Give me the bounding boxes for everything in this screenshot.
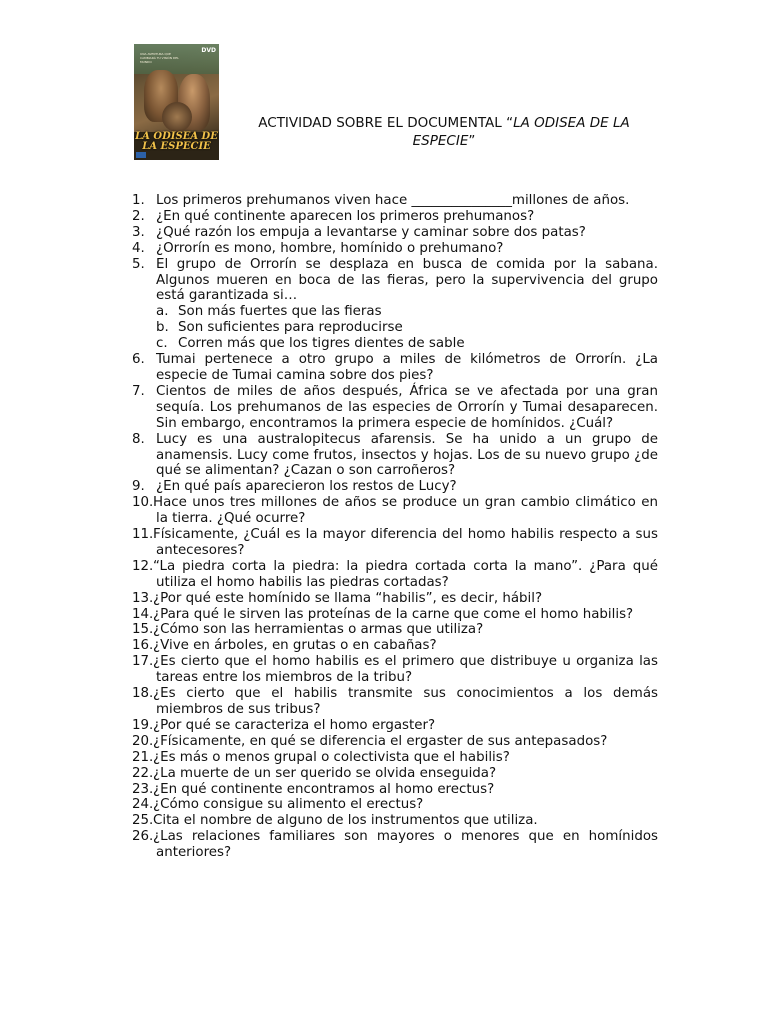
cover-blurb: UNA AVENTURA QUE CAMBIARÁ TU VISIÓN DEL MUNDO xyxy=(140,52,179,64)
question-number: 7. xyxy=(132,383,145,399)
question-text: ¿En qué continente encontramos al homo erectus? xyxy=(153,781,495,797)
question-item xyxy=(132,654,658,686)
question-item xyxy=(132,559,658,591)
question-text: ¿Orrorín es mono, hombre, homínido o prehumano? xyxy=(156,240,504,256)
question-text: El grupo de Orrorín se desplaza en busca de comida por la sabana. Algunos mueren en boca de las fieras, pero la supervivencia del grupo está garantizada si… xyxy=(156,256,658,304)
answer-blank: _______________ xyxy=(411,193,512,208)
question-number: 12. xyxy=(132,558,154,574)
question-item xyxy=(132,241,658,257)
option-text: Son suficientes para reproducirse xyxy=(178,320,403,336)
question-number: 22. xyxy=(132,765,154,781)
option-list xyxy=(132,304,658,352)
question-text: ¿Las relaciones familiares son mayores o menores que en homínidos anteriores? xyxy=(153,829,658,861)
question-number: 26. xyxy=(132,829,154,845)
question-text: Cita el nombre de alguno de los instrumentos que utiliza. xyxy=(153,813,538,829)
question-number: 11. xyxy=(132,527,154,543)
question-number: 17. xyxy=(132,654,154,670)
question-item xyxy=(132,686,658,718)
question-text: Los primeros prehumanos viven hace xyxy=(156,193,412,208)
question-text: ¿Por qué este homínido se llama “habilis”, es decir, hábil? xyxy=(153,590,543,606)
question-text: Cientos de miles de años después, África se ve afectada por una gran sequía. Los prehumanos de las especies de Orrorín y Tumai desaparecen. Sin embargo, encontramos la primera especie de homínidos. ¿Cuál? xyxy=(156,383,658,431)
question-number: 1. xyxy=(132,193,145,208)
question-number: 13. xyxy=(132,590,154,606)
question-options xyxy=(132,304,658,352)
question-item xyxy=(132,750,658,766)
question-text: Físicamente, ¿Cuál es la mayor diferencia del homo habilis respecto a sus antecesores? xyxy=(153,527,658,558)
question-text: ¿Cómo consigue su alimento el erectus? xyxy=(153,797,424,813)
dvd-cover-image xyxy=(134,44,219,160)
question-text: ¿Es cierto que el habilis transmite sus conocimientos a los demás miembros de sus tribus? xyxy=(153,686,658,717)
question-text: Hace unos tres millones de años se produce un gran cambio climático en la tierra. ¿Qué ocurre? xyxy=(153,495,658,527)
question-number: 5. xyxy=(132,256,145,272)
question-number: 20. xyxy=(132,733,154,749)
dvd-badge: DVD xyxy=(201,47,216,54)
question-text: ¿Físicamente, en qué se diferencia el ergaster de sus antepasados? xyxy=(153,733,608,749)
question-list xyxy=(132,193,658,861)
question-text: ¿Es más o menos grupal o colectivista que el habilis? xyxy=(153,749,510,765)
heading-prefix: ACTIVIDAD SOBRE EL DOCUMENTAL “ xyxy=(258,115,514,131)
question-number: 19. xyxy=(132,717,154,733)
question-item xyxy=(132,209,658,225)
question-text: ¿En qué continente aparecen los primeros prehumanos? xyxy=(156,208,535,224)
question-item xyxy=(132,782,658,798)
option-item xyxy=(132,336,658,352)
heading-title: LA ODISEA DE LA ESPECIE xyxy=(412,115,630,149)
question-text: ¿Cómo son las herramientas o armas que utiliza? xyxy=(153,622,484,638)
question-item xyxy=(132,638,658,654)
question-number: 6. xyxy=(132,352,145,368)
option-letter: a. xyxy=(156,304,169,320)
question-text: ¿En qué país aparecieron los restos de Lucy? xyxy=(156,479,457,495)
question-number: 9. xyxy=(132,479,145,495)
question-item xyxy=(132,797,658,813)
question-number: 2. xyxy=(132,208,145,224)
cover-title: LA ODISEA DE LA ESPECIE xyxy=(135,131,218,152)
question-item xyxy=(132,829,658,861)
question-text: ¿Es cierto que el homo habilis es el primero que distribuye u organiza las tareas entre los miembros de la tribu? xyxy=(153,654,658,686)
option-item xyxy=(132,304,658,320)
option-letter: b. xyxy=(156,320,169,336)
question-text: ¿La muerte de un ser querido se olvida enseguida? xyxy=(153,765,497,781)
question-text: ¿Vive en árboles, en grutas o en cabañas? xyxy=(153,638,437,654)
question-number: 14. xyxy=(132,606,154,622)
question-text: Lucy es una australopitecus afarensis. Se ha unido a un grupo de anamensis. Lucy come frutos, insectos y hojas. Los de su nuevo grupo ¿de qué se alimentan? ¿Cazan o son carroñeros? xyxy=(156,431,658,479)
question-item xyxy=(132,766,658,782)
question-text: millones de años. xyxy=(511,193,630,208)
option-letter: c. xyxy=(156,336,168,352)
question-item xyxy=(132,432,658,480)
question-number: 8. xyxy=(132,431,145,447)
heading-suffix: ” xyxy=(468,133,476,149)
question-item xyxy=(132,384,658,432)
question-number: 10. xyxy=(132,495,154,511)
question-item xyxy=(132,257,658,305)
question-text: ¿Qué razón los empuja a levantarse y caminar sobre dos patas? xyxy=(156,224,586,240)
cover-logo xyxy=(136,152,146,158)
question-item xyxy=(132,591,658,607)
option-text: Son más fuertes que las fieras xyxy=(178,304,382,320)
cover-hominid-figure xyxy=(162,102,192,132)
question-text: Tumai pertenece a otro grupo a miles de kilómetros de Orrorín. ¿La especie de Tumai camina sobre dos pies? xyxy=(156,352,658,383)
question-number: 23. xyxy=(132,781,154,797)
question-number: 24. xyxy=(132,797,154,813)
question-item xyxy=(132,479,658,495)
question-item xyxy=(132,607,658,623)
question-number: 21. xyxy=(132,749,154,765)
question-item xyxy=(132,622,658,638)
question-number: 4. xyxy=(132,240,145,256)
question-item xyxy=(132,193,658,209)
question-number: 18. xyxy=(132,686,154,702)
question-item xyxy=(132,734,658,750)
question-item xyxy=(132,225,658,241)
question-number: 15. xyxy=(132,622,154,638)
question-number: 25. xyxy=(132,813,154,829)
question-item xyxy=(132,495,658,527)
question-item xyxy=(132,527,658,559)
document-heading xyxy=(230,114,658,150)
question-text: ¿Por qué se caracteriza el homo ergaster? xyxy=(153,717,436,733)
option-text: Corren más que los tigres dientes de sable xyxy=(178,336,465,352)
question-item xyxy=(132,718,658,734)
question-text: “La piedra corta la piedra: la piedra cortada corta la mano”. ¿Para qué utiliza el homo habilis las piedras cortadas? xyxy=(153,558,658,590)
option-item xyxy=(132,320,658,336)
question-number: 3. xyxy=(132,224,145,240)
question-item xyxy=(132,352,658,384)
question-number: 16. xyxy=(132,638,154,654)
question-text: ¿Para qué le sirven las proteínas de la carne que come el homo habilis? xyxy=(153,606,634,622)
question-item xyxy=(132,813,658,829)
